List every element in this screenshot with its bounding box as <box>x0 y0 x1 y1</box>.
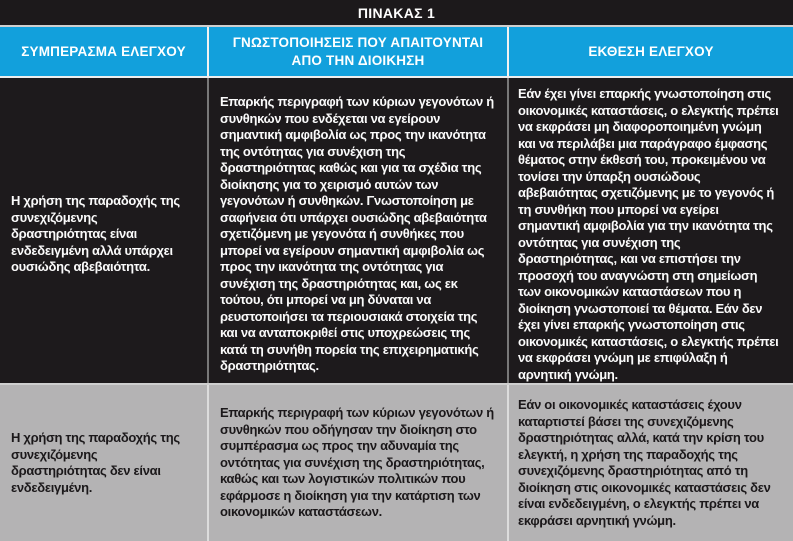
table-row-material-uncertainty <box>0 78 793 383</box>
header-required-disclosures <box>209 27 507 76</box>
cell-row1-disclosures-text: Επαρκής περιγραφή των κύριων γεγονότων ή συνθηκών που ενδέχεται να εγείρουν σημαντική αμφιβολία ως προς την ικανότητα της οντότητας για συνέχιση της δραστηριότητας καθώς και για τα σχέδια της διοίκησης για το χειρισμό αυτών των γεγονότων ή συνθηκών. Γνωστοποίηση με σαφήνεια ότι υπάρχει ουσιώδης αβεβαιότητα σχετιζόμενη με γεγονότα ή συνθήκες που μπορεί να εγείρουν σημαντική αμφιβολία ως προς την ικανότητα της οντότητας για συνέχιση της δραστηριότητας και, ως εκ τούτου, ότι μπορεί να μη δύναται να ρευστοποιήσει τα περιουσιακά στοιχεία της και να ανταποκριθεί στις υποχρεώσεις της κατά τη συνήθη πορεία της επιχειρηματικής δραστηριότητας. <box>220 94 494 374</box>
table-title: ΠΙΝΑΚΑΣ 1 <box>357 4 436 21</box>
cell-row2-conclusion <box>0 385 207 541</box>
header-required-disclosures-label: ΓΝΩΣΤΟΠΟΙΗΣΕΙΣ ΠΟΥ ΑΠΑΙΤΟΥΝΤΑΙ ΑΠΟ ΤΗΝ ΔΙΟΙΚΗΣΗ <box>232 34 484 68</box>
header-audit-conclusion-label: ΣΥΜΠΕΡΑΣΜΑ ΕΛΕΓΧΟΥ <box>21 43 186 59</box>
table-row-inappropriate-assumption <box>0 385 793 541</box>
cell-row1-conclusion-text: Η χρήση της παραδοχής της συνεχιζόμενης δραστηριότητας είναι ενδεδειγμένη αλλά υπάρχει ουσιώδης αβεβαιότητα. <box>11 193 180 275</box>
cell-row1-report <box>509 78 793 391</box>
cell-row2-disclosures-text: Επαρκής περιγραφή των κύριων γεγονότων ή συνθηκών που οδήγησαν την διοίκηση στο συμπέρασμα ως προς την αδυναμία της οντότητας για συνέχιση της δραστηριότητας, καθώς και των λογιστικών πολιτικών που εφάρμοσε η διοίκηση για την κατάρτιση των οικονομικών καταστάσεων. <box>220 405 494 520</box>
cell-row2-report <box>509 385 793 541</box>
cell-row2-report-text: Εάν οι οικονομικές καταστάσεις έχουν καταρτιστεί βάσει της συνεχιζόμενης δραστηριότητας αλλά, κατά την κρίση του ελεγκτή, η χρήση της παραδοχής της συνεχιζόμενης δραστηριότητας από τη διοίκηση στις οικονομικές καταστάσεις δεν είναι ενδεδειγμένη, ο ελεγκτής πρέπει να εκφράσει αρνητική γνώμη. <box>518 397 771 528</box>
cell-row1-conclusion <box>0 78 207 391</box>
cell-row2-disclosures <box>209 385 507 541</box>
cell-row2-conclusion-text: Η χρήση της παραδοχής της συνεχιζόμενης δραστηριότητας δεν είναι ενδεδειγμένη. <box>11 430 180 495</box>
cell-row1-disclosures <box>209 78 507 391</box>
table-title-bar <box>0 0 793 25</box>
header-audit-conclusion <box>0 27 207 76</box>
header-audit-report-label: ΕΚΘΕΣΗ ΕΛΕΓΧΟΥ <box>588 43 714 59</box>
cell-row1-report-text: Εάν έχει γίνει επαρκής γνωστοποίηση στις οικονομικές καταστάσεις, ο ελεγκτής πρέπει να εκφράσει μη διαφοροποιημένη γνώμη και να περιλάβει μια παράγραφο έμφασης θέματος στην έκθεσή του, προκειμένου να τονίσει την ύπαρξη ουσιώδους αβεβαιότητας σχετιζόμενης με το γεγονός ή τη συνθήκη που μπορεί να εγείρει σημαντική αμφιβολία για την ικανότητα της οντότητας για συνέχιση της δραστηριότητας, και να επιστήσει την προσοχή του αναγνώστη στη σημείωση των οικονομικών καταστάσεων που η διοίκηση γνωστοποιεί τα θέματα. Εάν δεν έχει γίνει επαρκής γνωστοποίηση στις οικονομικές καταστάσεις, ο ελεγκτής πρέπει να εκφράσει γνώμη με επιφύλαξη ή αρνητική γνώμη. <box>518 86 779 382</box>
header-audit-report <box>509 27 793 76</box>
table-header-row <box>0 27 793 76</box>
